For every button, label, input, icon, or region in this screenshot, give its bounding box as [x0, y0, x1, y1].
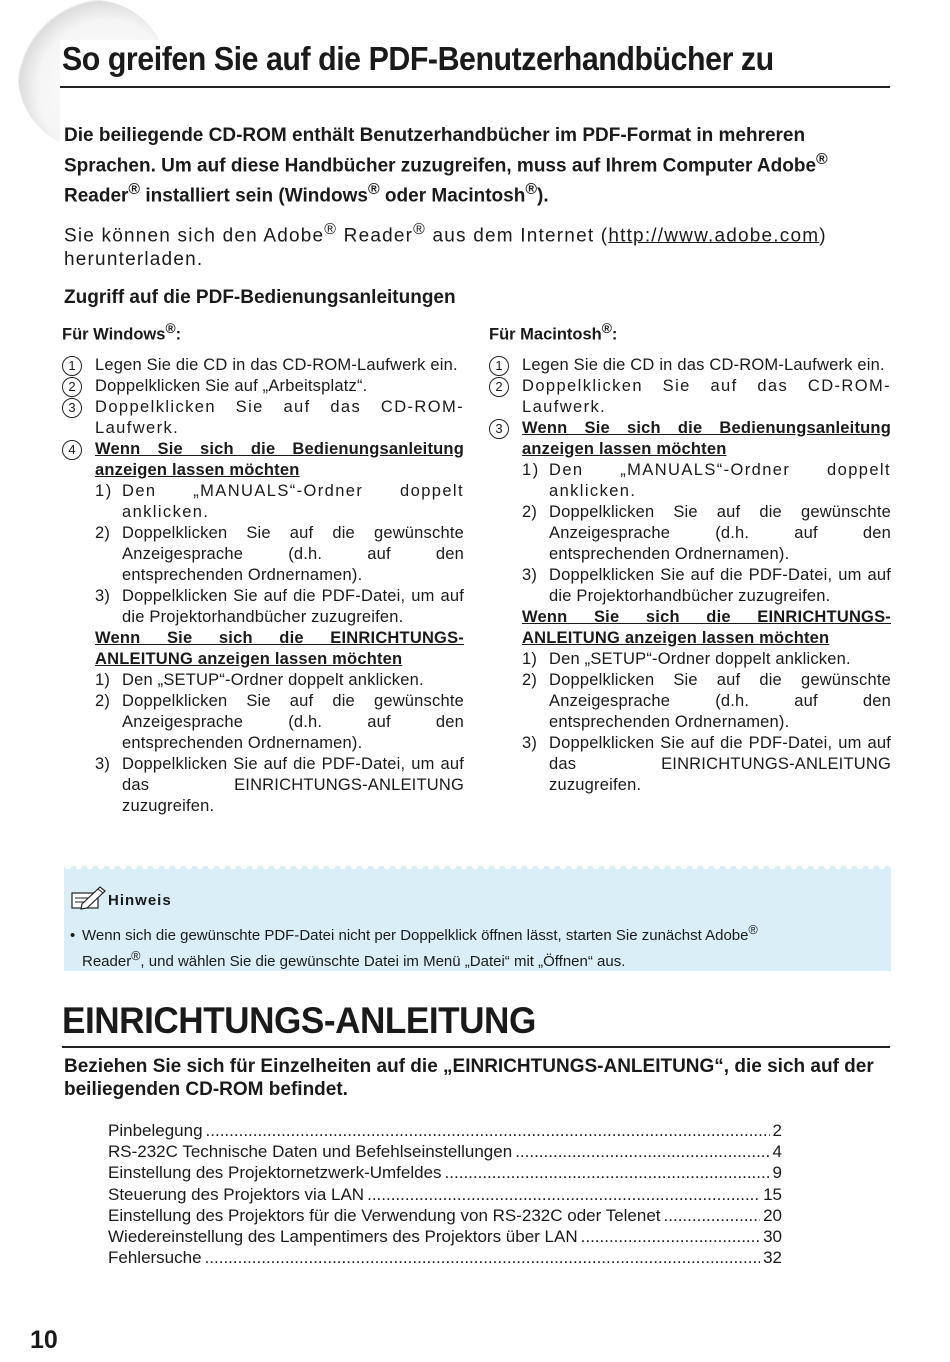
step-number: 1: [489, 356, 509, 376]
windows-step-1: [62, 355, 464, 376]
windows-setup-heading: Wenn Sie sich die EINRICHTUNGS-ANLEITUNG anzeigen lassen möchten: [95, 628, 464, 668]
intro-paragraph: [64, 124, 890, 209]
step-number: 2: [62, 377, 82, 397]
reg-mark: ®: [128, 181, 141, 199]
title-rule: [60, 86, 890, 88]
mac-manual-step-2: 2) Doppelklicken Sie auf die gewünschte Anzeigesprache (d.h. auf den entsprechenden Ordnernamen).: [522, 502, 891, 563]
page-title: So greifen Sie auf die PDF-Benutzerhandbücher zu: [62, 40, 774, 77]
toc-row: Steuerung des Projektors via LAN ..... 15: [108, 1184, 782, 1205]
intro-text-2: Reader: [64, 185, 129, 207]
step-number: 2: [489, 377, 509, 397]
adobe-link[interactable]: http://www.adobe.com: [608, 225, 820, 247]
table-of-contents: [108, 1120, 782, 1268]
step-text: Doppelklicken Sie auf das CD-ROM-Laufwerk.: [522, 376, 891, 416]
access-subheading: Zugriff auf die PDF-Bedienungsanleitungen: [64, 287, 456, 308]
note-title: Hinweis: [108, 892, 172, 909]
windows-step-2: [62, 376, 464, 397]
download-text-1: Sie können sich den Adobe: [64, 225, 325, 247]
windows-setup-step-1: 1) Den „SETUP“-Ordner doppelt anklicken.: [95, 670, 424, 689]
intro-text-1: Die beiliegende CD-ROM enthält Benutzerhandbücher im PDF-Format in mehreren Sprachen. Um auf diese Handbücher zuzugreifen, muss auf Ihrem Computer Adobe: [64, 125, 817, 177]
step-text: Doppelklicken Sie auf „Arbeitsplatz“.: [95, 376, 368, 395]
download-paragraph: [64, 218, 890, 272]
note-dots: [64, 866, 891, 874]
mac-setup-heading: Wenn Sie sich die EINRICHTUNGS-ANLEITUNG anzeigen lassen möchten: [522, 607, 891, 647]
windows-manual-step-3: 3) Doppelklicken Sie auf die PDF-Datei, um auf die Projektorhandbücher zuzugreifen.: [95, 586, 464, 626]
toc-row: RS-232C Technische Daten und Befehlseinstellungen ..... 4: [108, 1141, 782, 1162]
windows-step-4: [62, 439, 464, 481]
mac-heading: Für Macintosh®:: [489, 321, 618, 344]
intro-text-5: ).: [537, 185, 549, 207]
mac-setup-step-3: 3) Doppelklicken Sie auf die PDF-Datei, um auf das EINRICHTUNGS-ANLEITUNG zuzugreifen.: [522, 733, 891, 794]
windows-manual-step-2: 2) Doppelklicken Sie auf die gewünschte Anzeigesprache (d.h. auf den entsprechenden Ordnernamen).: [95, 523, 464, 584]
download-text-2: Reader: [337, 225, 414, 247]
step-number: 3: [62, 398, 82, 418]
reg-mark: ®: [324, 221, 338, 238]
reg-mark: ®: [816, 151, 828, 168]
step-text: Legen Sie die CD in das CD-ROM-Laufwerk ein.: [522, 355, 885, 374]
download-text-4: ) herunterladen.: [64, 225, 827, 271]
section-rule: [62, 1046, 890, 1048]
mac-step-3: [489, 418, 891, 460]
pencil-note-icon: [70, 884, 108, 910]
windows-column: [62, 318, 464, 817]
section-title: EINRICHTUNGS-ANLEITUNG: [62, 1000, 536, 1041]
windows-setup-step-2: 2) Doppelklicken Sie auf die gewünschte Anzeigesprache (d.h. auf den entsprechenden Ordnernamen).: [95, 691, 464, 752]
toc-row: Pinbelegung ..... 2: [108, 1120, 782, 1141]
intro-text-3: installiert sein (Windows: [140, 185, 368, 207]
section-reference: Beziehen Sie sich für Einzelheiten auf die „EINRICHTUNGS-ANLEITUNG“, die sich auf der beiliegenden CD-ROM befindet.: [64, 1056, 874, 1100]
windows-manual-step-1: 1) Den „MANUALS“-Ordner doppelt anklicken.: [95, 481, 464, 521]
step-text: Legen Sie die CD in das CD-ROM-Laufwerk ein.: [95, 355, 458, 374]
windows-setup-step-3: 3) Doppelklicken Sie auf die PDF-Datei, um auf das EINRICHTUNGS-ANLEITUNG zuzugreifen.: [95, 754, 464, 815]
intro-text-4: oder Macintosh: [379, 185, 526, 207]
mac-column: [489, 318, 891, 796]
step-number: 4: [62, 440, 82, 460]
note-text: • Wenn sich die gewünschte PDF-Datei nicht per Doppelklick öffnen lässt, starten Sie zunächst Adobe® Reader®, und wählen Sie die gewünschte Datei im Menü „Datei“ mit „Öffnen“ aus.: [70, 923, 758, 970]
mac-step-2: [489, 376, 891, 418]
toc-row: Wiedereinstellung des Lampentimers des Projektors über LAN ..... 30: [108, 1226, 782, 1247]
page-number: 10: [30, 1326, 58, 1354]
toc-row: Fehlersuche ..... 32: [108, 1247, 782, 1268]
reg-mark: ®: [367, 181, 380, 199]
mac-setup-step-1: 1) Den „SETUP“-Ordner doppelt anklicken.: [522, 649, 851, 668]
mac-step-1: [489, 355, 891, 376]
reg-mark: ®: [413, 221, 427, 238]
toc-row: Einstellung des Projektornetzwerk-Umfeldes ..... 9: [108, 1162, 782, 1183]
windows-step-3: [62, 397, 464, 439]
toc-row: Einstellung des Projektors für die Verwendung von RS-232C oder Telenet ..... 20: [108, 1205, 782, 1226]
mac-manual-step-1: 1) Den „MANUALS“-Ordner doppelt anklicken.: [522, 460, 891, 500]
step-text: Wenn Sie sich die Bedienungsanleitung anzeigen lassen möchten: [95, 439, 464, 479]
step-number: 1: [62, 356, 82, 376]
note-box: [64, 866, 891, 971]
step-text: Wenn Sie sich die Bedienungsanleitung anzeigen lassen möchten: [522, 418, 891, 458]
mac-setup-step-2: 2) Doppelklicken Sie auf die gewünschte Anzeigesprache (d.h. auf den entsprechenden Ordnernamen).: [522, 670, 891, 731]
mac-manual-step-3: 3) Doppelklicken Sie auf die PDF-Datei, um auf die Projektorhandbücher zuzugreifen.: [522, 565, 891, 605]
reg-mark: ®: [525, 181, 537, 199]
download-text-3: aus dem Internet (: [426, 225, 609, 247]
windows-heading: Für Windows®:: [62, 321, 182, 344]
step-number: 3: [489, 419, 509, 439]
step-text: Doppelklicken Sie auf das CD-ROM-Laufwerk.: [95, 397, 464, 437]
